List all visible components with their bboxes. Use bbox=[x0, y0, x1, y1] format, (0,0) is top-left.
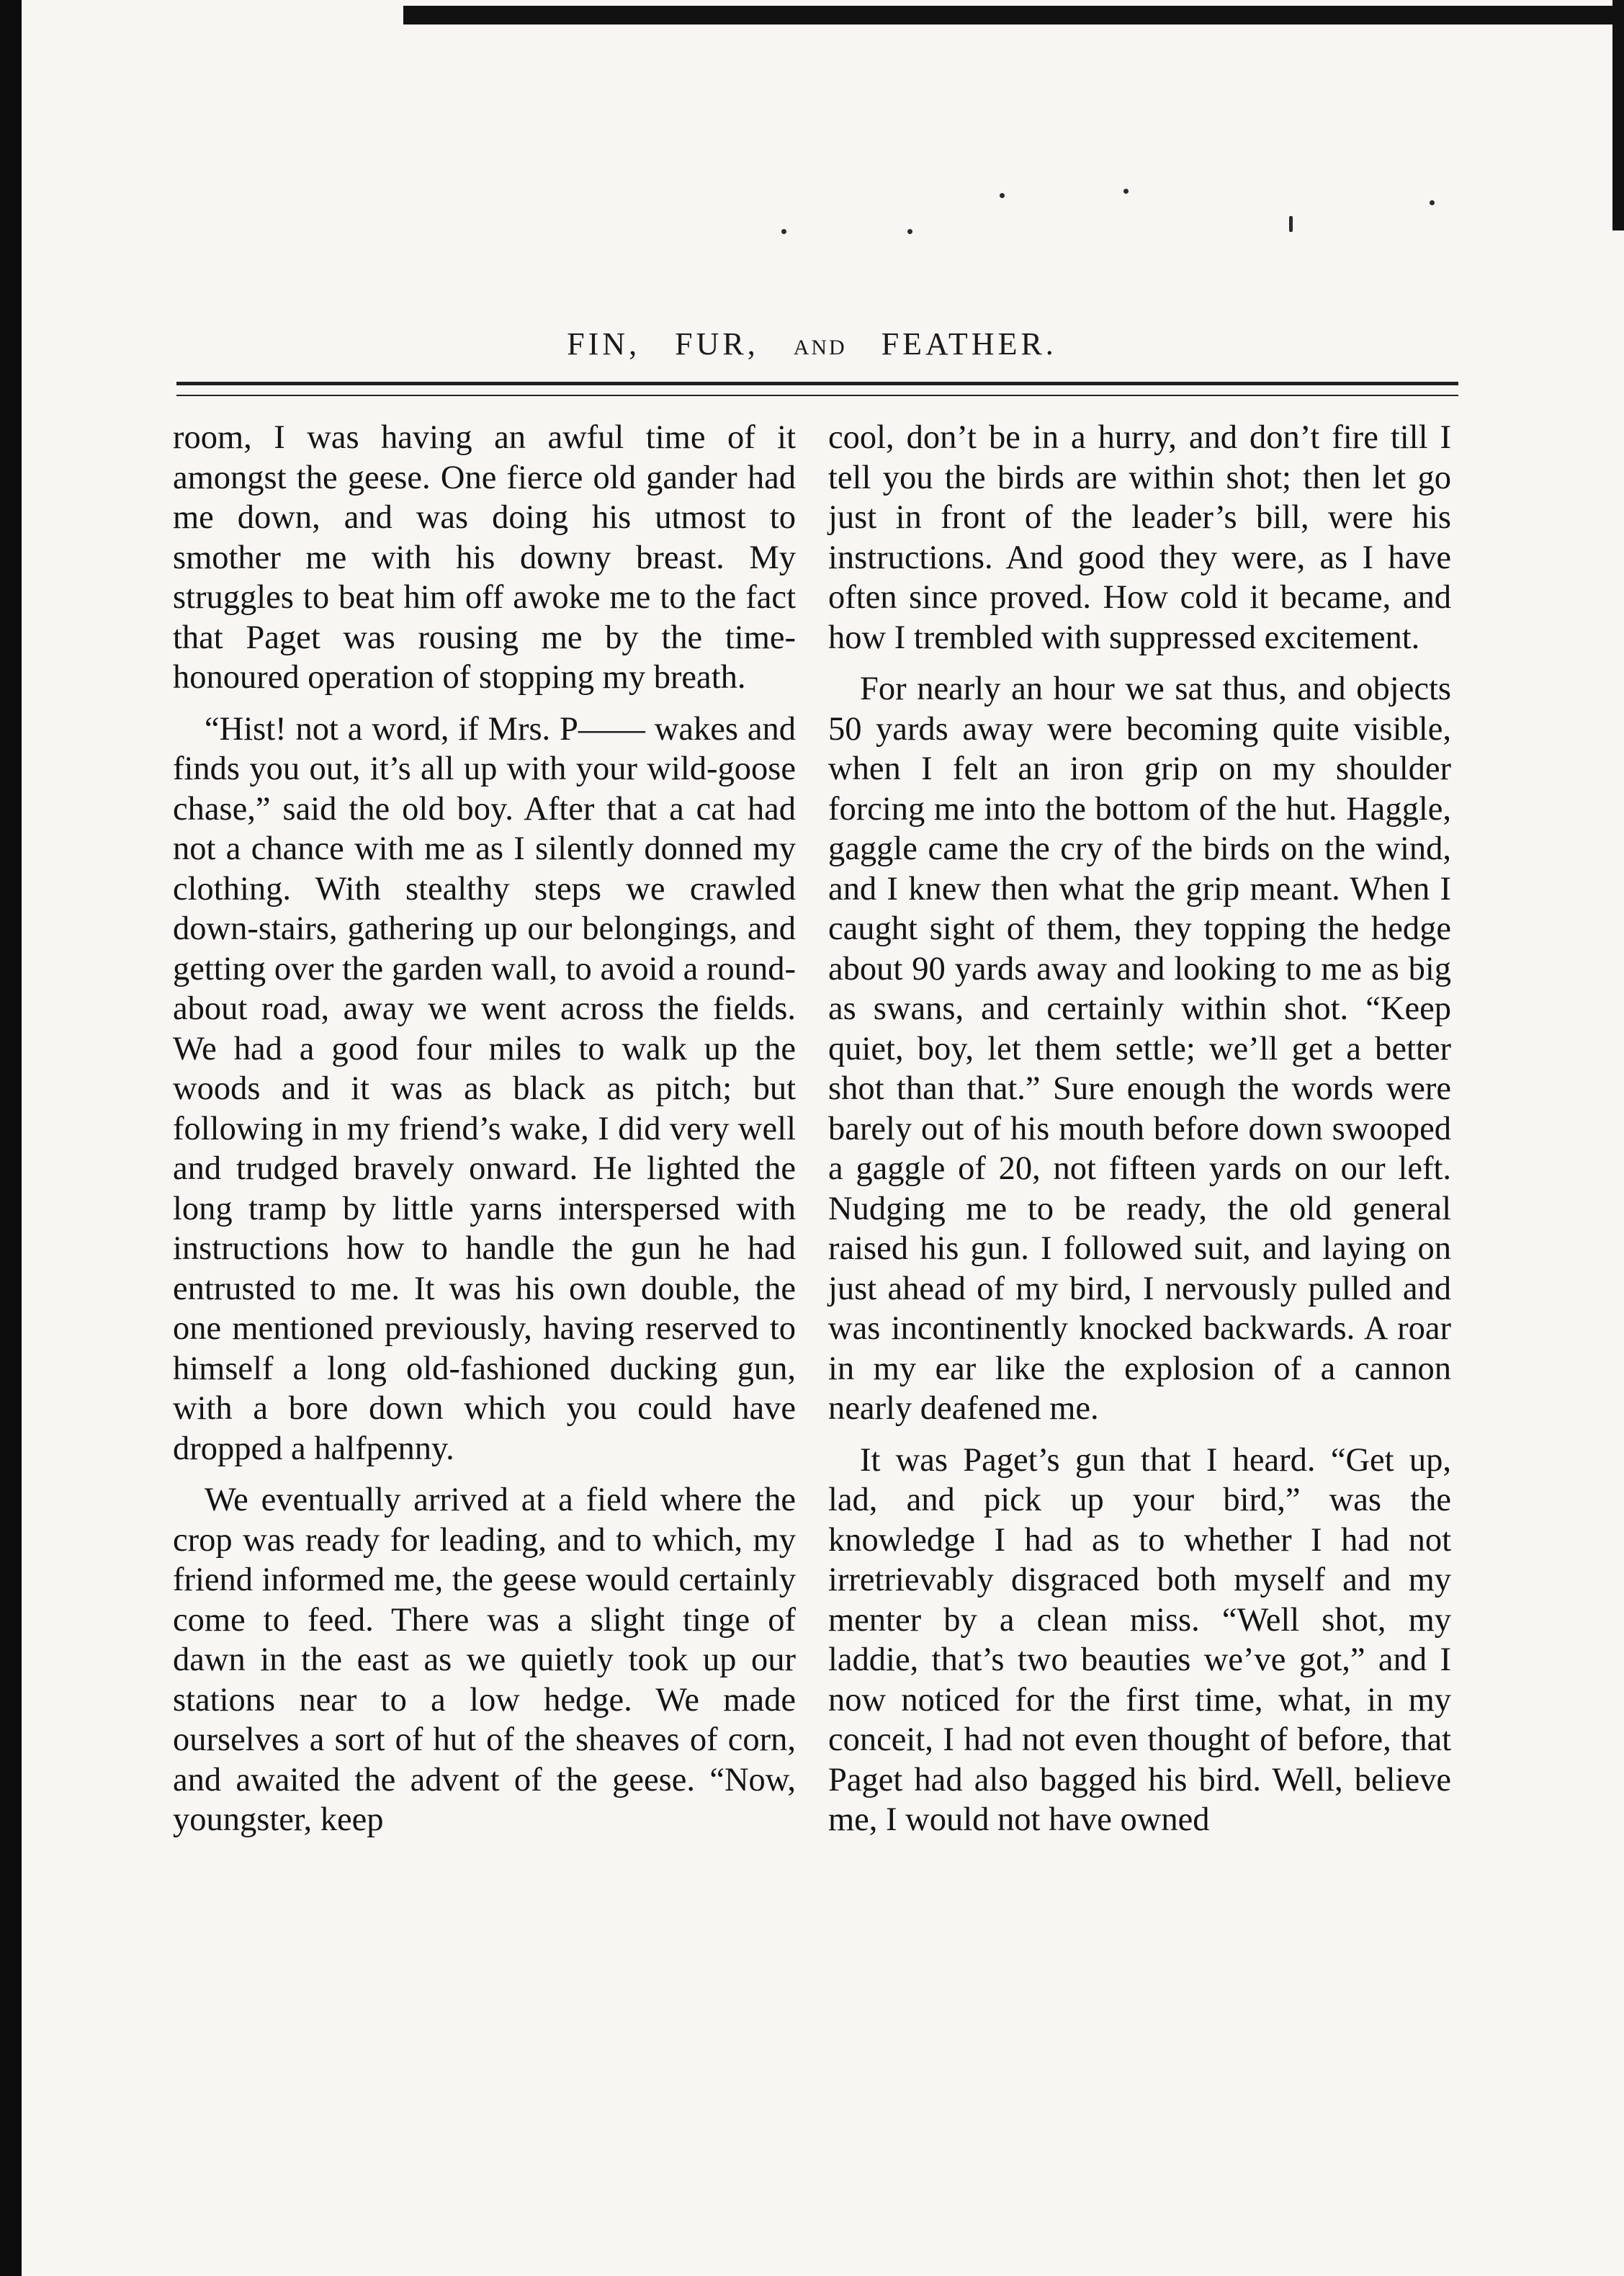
print-speck bbox=[907, 229, 912, 234]
print-speck bbox=[781, 229, 786, 234]
running-head-word: FIN, bbox=[567, 326, 641, 362]
running-head bbox=[0, 326, 1624, 362]
print-speck bbox=[1289, 216, 1293, 232]
paragraph: For nearly an hour we sat thus, and objects 50 yards away were becoming quite visible, when I felt an iron grip on my shoulder forcing me into the bottom of the hut. Haggle, gaggle came the cry of the birds on the wind, and I knew then what the grip meant. When I caught sight of them, they topping the hedge about 90 yards away and looking to me as big as swans, and certainly within shot. “Keep quiet, boy, let them settle; we’ll get a better shot than that.” Sure enough the words were barely out of his mouth before down swooped a gaggle of 20, not fifteen yards on our left. Nudging me to be ready, the old general raised his gun. I followed suit, and laying on just ahead of my bird, I nervously pulled and was incontinently knocked backwards. A roar in my ear like the explosion of a cannon nearly deafened me. bbox=[828, 671, 1451, 1427]
print-speck bbox=[1430, 200, 1435, 205]
paragraph: It was Paget’s gun that I heard. “Get up, lad, and pick up your bird,” was the knowledge I had as to whether I had not irretrievably disgraced both myself and my menter by a clean miss. “Well shot, my laddie, that’s two beauties we’ve got,” and I now noticed for the first time, what, in my conceit, I had not even thought of before, that Paget had also bagged his bird. Well, believe me, I would not have owned bbox=[828, 1441, 1451, 1838]
print-speck bbox=[1000, 193, 1005, 198]
header-rule-thin bbox=[176, 395, 1458, 396]
paragraph: cool, don’t be in a hurry, and don’t fire till I tell you the birds are within shot; then let go just in front of the leader’s bill, were his instructions. And good they were, as I have often since proved. How cold it became, and how I trembled with suppressed excitement. bbox=[828, 419, 1451, 656]
page-top-edge-shadow bbox=[403, 6, 1620, 24]
running-head-word: FUR, bbox=[675, 326, 759, 362]
running-head-word: FEATHER. bbox=[881, 326, 1057, 362]
running-head-word: AND bbox=[793, 336, 847, 359]
paragraph: room, I was having an awful time of it amongst the geese. One fierce old gander had me down, and was doing his utmost to smother me with his downy breast. My struggles to beat him off awoke me to the fact that Paget was rousing me by the time-honoured operation of stopping my breath. bbox=[173, 419, 796, 696]
page-right-edge-shadow bbox=[1612, 0, 1624, 230]
left-text-column bbox=[173, 418, 796, 1852]
paragraph: We eventually arrived at a field where the crop was ready for leading, and to which, my friend informed me, the geese would certainly come to feed. There was a slight tinge of dawn in the east as we quietly took up our stations near to a low hedge. We made ourselves a sort of hut of the sheaves of corn, and awaited the advent of the geese. “Now, youngster, keep bbox=[173, 1482, 796, 1838]
right-text-column bbox=[828, 418, 1451, 1852]
header-rule-thick bbox=[176, 382, 1458, 385]
print-speck bbox=[1123, 189, 1129, 194]
paragraph: “Hist! not a word, if Mrs. P—— wakes and finds you out, it’s all up with your wild-goose chase,” said the old boy. After that a cat had not a chance with me as I silently donned my clothing. With stealthy steps we crawled down-stairs, gathering up our belongings, and getting over the garden wall, to avoid a round-about road, away we went across the fields. We had a good four miles to walk up the woods and it was as black as pitch; but following in my friend’s wake, I did very well and trudged bravely onward. He lighted the long tramp by little yarns interspersed with instructions how to handle the gun he had entrusted to me. It was his own double, the one mentioned previously, having reserved to himself a long old-fashioned ducking gun, with a bore down which you could have dropped a halfpenny. bbox=[173, 710, 796, 1467]
